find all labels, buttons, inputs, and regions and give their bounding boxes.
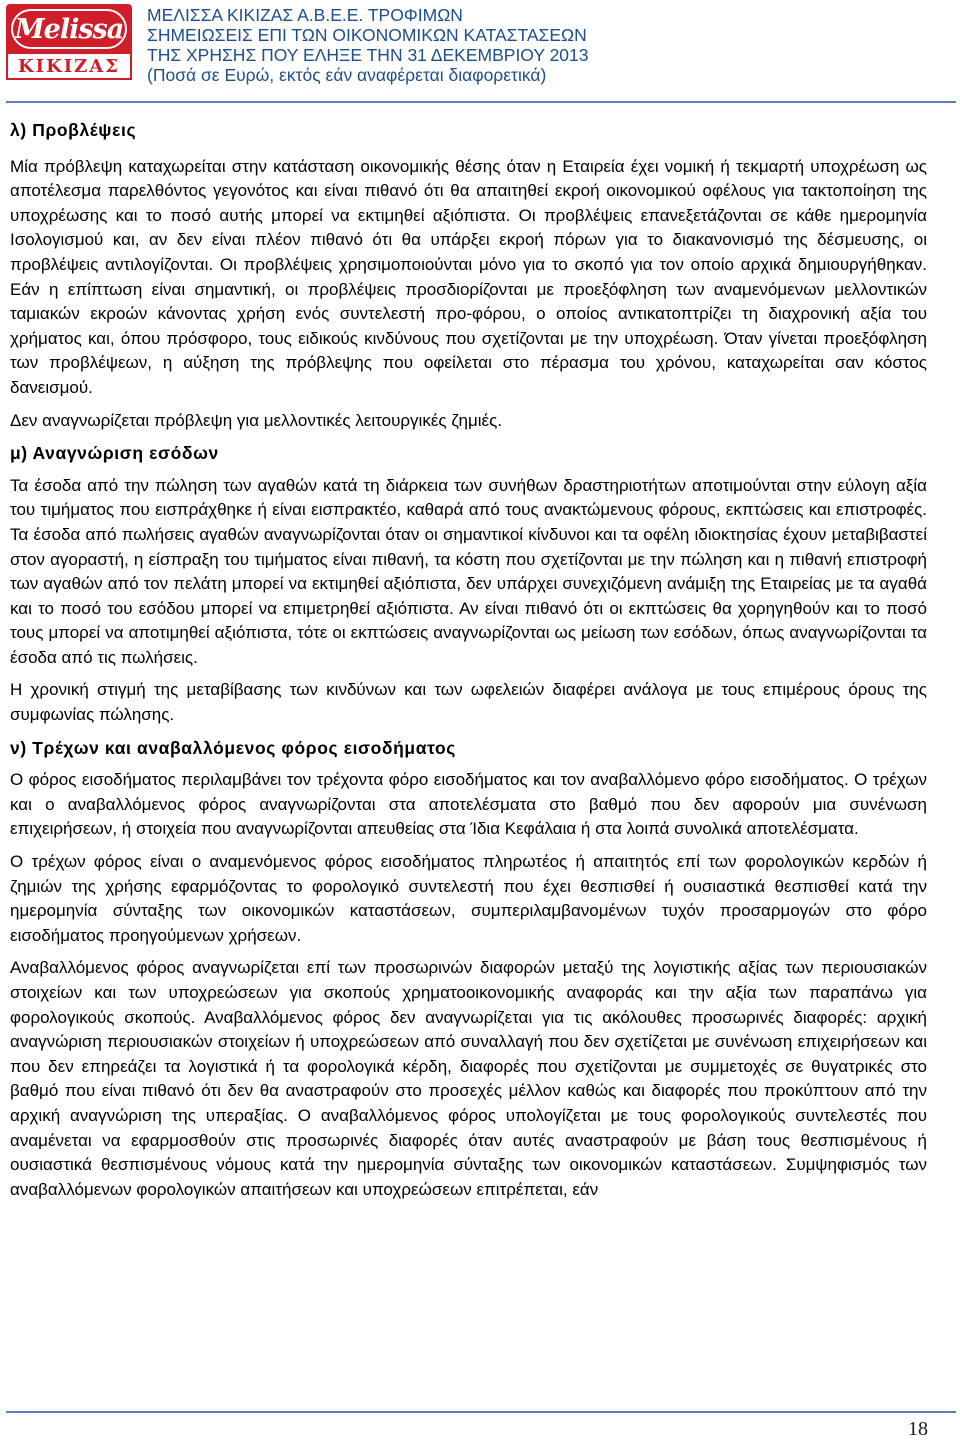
logo-top bbox=[6, 4, 132, 54]
provisions-paragraph-1: Μία πρόβλεψη καταχωρείται στην κατάσταση οικονομικής θέσης όταν η Εταιρεία έχει νομική ή τεκμαρτή υποχρέωση ως αποτέλεσμα παρελθόντος γεγονότος και είναι πιθανό ότι θα απαιτηθεί εκροή οικονομικού οφέλους για τακτοποίηση της υποχρέωσης και το ποσό αυτής μπορεί να εκτιμηθεί αξιόπιστα. Οι προβλέψεις επανεξετάζονται σε κάθε ημερομηνία Ισολογισμού και, αν δεν είναι πλέον πιθανό ότι θα υπάρξει εκροή πόρων για το διακανονισμό της δέσμευσης, οι προβλέψεις αντιλογίζονται. Οι προβλέψεις χρησιμοποιούνται μόνο για το σκοπό για τον οποίο αρχικά δημιουργήθηκαν. Εάν η επίπτωση είναι σημαντική, οι προβλέψεις προσδιορίζονται με προεξόφληση των αναμενόμενων μελλοντικών ταμιακών εκροών κάνοντας χρήση ενός συντελεστή προ-φόρου, ο οποίος αντικατοπτρίζει τη διαχρονική αξία του χρήματος και, όπου πρόσφορο, τους ειδικούς κινδύνους που σχετίζονται με την υποχρέωση. Όταν γίνεται προεξόφληση των προβλέψεων, η αύξηση της πρόβλεψης που οφείλεται στο πέρασμα του χρόνου, καταχωρείται σαν κόστος δανεισμού. bbox=[10, 156, 927, 397]
header-text-block bbox=[147, 5, 589, 85]
section-heading-income-tax: ν) Τρέχων και αναβαλλόμενος φόρος εισοδήματος bbox=[10, 737, 456, 758]
logo-wordmark: Melissa bbox=[11, 9, 127, 49]
document-title: ΣΗΜΕΙΩΣΕΙΣ ΕΠΙ ΤΩΝ ΟΙΚΟΝΟΜΙΚΩΝ ΚΑΤΑΣΤΑΣΕΩΝ bbox=[147, 25, 587, 45]
reporting-period: ΤΗΣ ΧΡΗΣΗΣ ΠΟΥ ΕΛΗΞΕ ΤΗΝ 31 ΔΕΚΕΜΒΡΙΟΥ 2013 bbox=[147, 45, 589, 65]
logo-subtitle: ΚΙΚΙΖΑΣ bbox=[6, 54, 132, 80]
currency-note: (Ποσά σε Ευρώ, εκτός εάν αναφέρεται διαφορετικά) bbox=[147, 65, 547, 85]
section-heading-provisions: λ) Προβλέψεις bbox=[10, 120, 137, 140]
document-body bbox=[10, 118, 927, 1202]
tax-paragraph-2: Ο τρέχων φόρος είναι ο αναμενόμενος φόρος εισοδήματος πληρωτέος ή απαιτητός επί των φορολογικών κερδών ή ζημιών της χρήσης εφαρμόζοντας το φορολογικό συντελεστή που έχει θεσπισθεί ή ουσιαστικά θεσπισθεί κατά την ημερομηνία σύνταξης των οικονομικών καταστάσεων, συμπεριλαμβανομένων τυχόν προσαρμογών στο φόρο εισοδήματος προηγούμενων χρήσεων. bbox=[10, 852, 927, 945]
section-heading-revenue: μ) Αναγνώριση εσόδων bbox=[10, 443, 219, 464]
company-name: ΜΕΛΙΣΣΑ ΚΙΚΙΖΑΣ Α.Β.Ε.Ε. ΤΡΟΦΙΜΩΝ bbox=[147, 5, 463, 25]
tax-paragraph-1: Ο φόρος εισοδήματος περιλαμβάνει τον τρέχοντα φόρο εισοδήματος και τον αναβαλλόμενο φόρο εισοδήματος. Ο τρέχων και ο αναβαλλόμενος φόρος αναγνωρίζονται στα αποτελέσματα στο βαθμό που δεν αφορούν μια συνένωση επιχειρήσεων, ή στοιχεία που αναγνωρίζονται απευθείας στα Ίδια Κεφάλαια ή στα λοιπά συνολικά αποτελέσματα. bbox=[10, 770, 927, 839]
page-number: 18 bbox=[908, 1418, 928, 1440]
revenue-paragraph-2: Η χρονική στιγμή της μεταβίβασης των κινδύνων και των ωφελειών διαφέρει ανάλογα με τους επιμέρους όρους της συμφωνίας πώλησης. bbox=[10, 680, 927, 725]
provisions-paragraph-2: Δεν αναγνωρίζεται πρόβλεψη για μελλοντικές λειτουργικές ζημιές. bbox=[10, 410, 503, 430]
revenue-paragraph-1: Τα έσοδα από την πώληση των αγαθών κατά τη διάρκεια των συνήθων δραστηριοτήτων αποτιμούνται στην εύλογη αξία του τιμήματος που εισπράχθηκε ή είναι εισπρακτέο, καθαρά από τους ανακτώμενους φόρους, εκπτώσεις και επιστροφές. Τα έσοδα από πωλήσεις αγαθών αναγνωρίζονται όταν οι σημαντικοί κίνδυνοι και τα οφέλη ιδιοκτησίας έχουν μεταβιβαστεί στον αγοραστή, η είσπραξη του τιμήματος είναι πιθανή, τα κόστη που σχετίζονται με την πώληση και η πιθανή επιστροφή των αγαθών από τον πελάτη μπορεί να εκτιμηθεί αξιόπιστα, δεν υπάρχει συνεχιζόμενη ανάμιξη της Εταιρείας με τα αγαθά και το ποσό του εσόδου μπορεί να επιμετρηθεί αξιόπιστα. Αν είναι πιθανό ότι οι εκπτώσεις θα χορηγηθούν και το ποσό τους μπορεί να αποτιμηθεί αξιόπιστα, τότε οι εκπτώσεις αναγνωρίζονται ως μείωση των εσόδων, όπως αναγνωρίζονται τα έσοδα από τις πωλήσεις. bbox=[10, 475, 927, 667]
melissa-logo bbox=[6, 4, 132, 80]
page-header bbox=[0, 0, 960, 104]
header-divider bbox=[6, 101, 956, 103]
tax-paragraph-3: Αναβαλλόμενος φόρος αναγνωρίζεται επί των προσωρινών διαφορών μεταξύ της λογιστικής αξίας των περιουσιακών στοιχείων και των υποχρεώσεων για σκοπούς χρηματοοικονομικής αναφοράς και την αξία των παραπάνω για φορολογικούς σκοπούς. Αναβαλλόμενος φόρος δεν αναγνωρίζεται για τις ακόλουθες προσωρινές διαφορές: αρχική αναγνώριση περιουσιακών στοιχείων ή υποχρεώσεων από συναλλαγή που δεν σχετίζεται με συνένωση επιχειρήσεων και που δεν επηρεάζει τα λογιστικά ή τα φορολογικά κέρδη, διαφορές που σχετίζονται με συμμετοχές σε θυγατρικές στο βαθμό που είναι πιθανό ότι δεν θα αναστραφούν στο προσεχές μέλλον καθώς και διαφορές που προκύπτουν από την αρχική αναγνώριση της υπεραξίας. Ο αναβαλλόμενος φόρος υπολογίζεται με τους φορολογικούς συντελεστές που αναμένεται να εφαρμοσθούν στις προσωρινές διαφορές όταν αυτές αναστραφούν με βάση τους θεσπισμένους ή ουσιαστικά θεσπισμένους νόμους κατά την ημερομηνία σύνταξης των οικονομικών καταστάσεων. Συμψηφισμός των αναβαλλόμενων φορολογικών απαιτήσεων και υποχρεώσεων επιτρέπεται, εάν bbox=[10, 958, 927, 1199]
footer-divider bbox=[6, 1411, 956, 1413]
